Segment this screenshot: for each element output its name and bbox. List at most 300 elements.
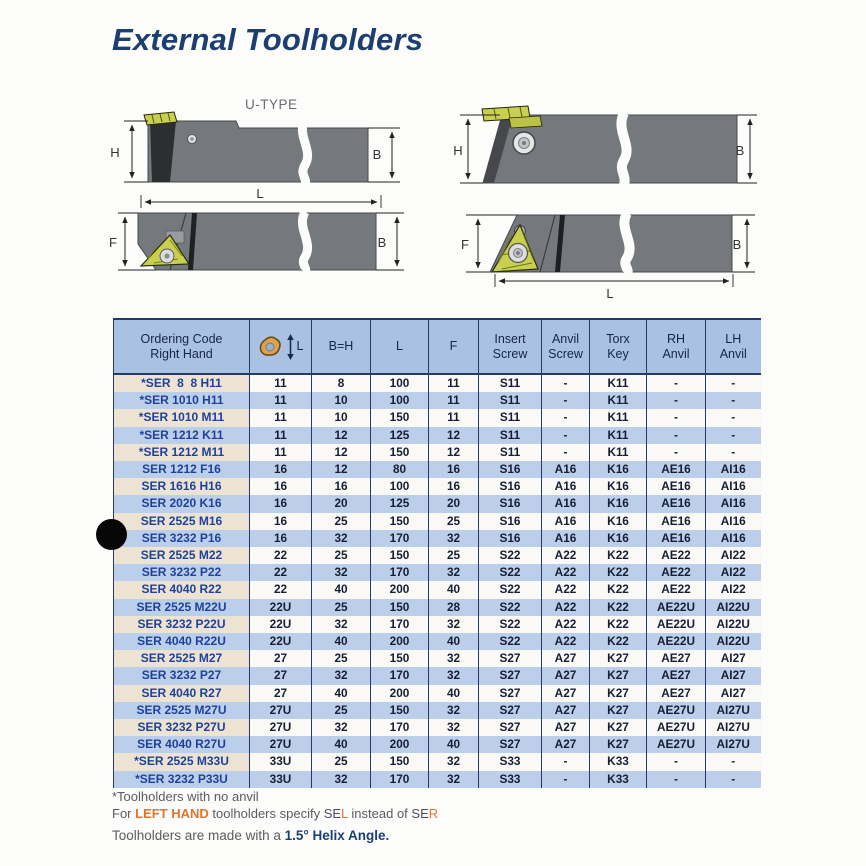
table-cell: 200 bbox=[371, 736, 429, 753]
table-cell: 22 bbox=[250, 581, 312, 598]
table-row bbox=[114, 753, 761, 770]
diagram-type-label: U-TYPE bbox=[245, 97, 298, 112]
table-cell: 40 bbox=[429, 633, 479, 650]
table-cell: S33 bbox=[479, 753, 542, 770]
table-cell: S27 bbox=[479, 736, 542, 753]
table-cell: 32 bbox=[429, 564, 479, 581]
table-cell: S33 bbox=[479, 771, 542, 788]
break-line bbox=[621, 113, 626, 185]
table-cell: 22 bbox=[250, 564, 312, 581]
table-cell: S27 bbox=[479, 685, 542, 702]
dim-label-f: F bbox=[461, 237, 469, 252]
table-cell: - bbox=[706, 753, 761, 770]
table-cell: SER 2020 K16 bbox=[114, 495, 250, 512]
length-dimension bbox=[141, 186, 381, 208]
table-cell: K27 bbox=[590, 685, 647, 702]
table-cell: *SER 8 8 H11 bbox=[114, 374, 250, 392]
table-cell: 32 bbox=[429, 616, 479, 633]
table-cell: 150 bbox=[371, 702, 429, 719]
table-cell: 170 bbox=[371, 564, 429, 581]
table-cell: S16 bbox=[479, 513, 542, 530]
table-cell: AE16 bbox=[647, 495, 706, 512]
table-cell: 40 bbox=[429, 685, 479, 702]
table-cell: K27 bbox=[590, 719, 647, 736]
table-row bbox=[114, 513, 761, 530]
table-row bbox=[114, 771, 761, 788]
table-cell: S16 bbox=[479, 461, 542, 478]
table-cell: 150 bbox=[371, 547, 429, 564]
table-cell: AE27U bbox=[647, 702, 706, 719]
table-cell: 16 bbox=[429, 478, 479, 495]
dim-label-h: H bbox=[110, 145, 120, 160]
table-cell: 32 bbox=[429, 530, 479, 547]
table-cell: K16 bbox=[590, 478, 647, 495]
table-cell: AI27 bbox=[706, 685, 761, 702]
table-cell: A27 bbox=[542, 702, 590, 719]
table-cell: 32 bbox=[312, 719, 371, 736]
footnote-left-hand: For LEFT HAND toolholders specify SEL instead of SER bbox=[112, 806, 439, 821]
table-cell: SER 3232 P27U bbox=[114, 719, 250, 736]
table-cell: 32 bbox=[429, 702, 479, 719]
table-cell: S22 bbox=[479, 581, 542, 598]
table-cell: 25 bbox=[312, 753, 371, 770]
table-cell: K22 bbox=[590, 547, 647, 564]
table-cell: SER 3232 P27 bbox=[114, 667, 250, 684]
table-cell: 11 bbox=[250, 392, 312, 409]
col-header-ordering-code: Ordering Code Right Hand bbox=[114, 319, 250, 374]
table-cell: 200 bbox=[371, 581, 429, 598]
table-cell: A16 bbox=[542, 461, 590, 478]
table-cell: - bbox=[647, 392, 706, 409]
table-cell: SER 4040 R22 bbox=[114, 581, 250, 598]
table-cell: K33 bbox=[590, 771, 647, 788]
table-cell: AE16 bbox=[647, 513, 706, 530]
table-cell: 16 bbox=[250, 513, 312, 530]
table-cell: K11 bbox=[590, 409, 647, 426]
table-row bbox=[114, 719, 761, 736]
table-cell: *SER 3232 P33U bbox=[114, 771, 250, 788]
table-cell: K27 bbox=[590, 667, 647, 684]
table-cell: SER 4040 R27U bbox=[114, 736, 250, 753]
table-cell: SER 2525 M16 bbox=[114, 513, 250, 530]
table-cell: K33 bbox=[590, 753, 647, 770]
table-cell: S11 bbox=[479, 427, 542, 444]
table-cell: - bbox=[706, 409, 761, 426]
table-cell: 170 bbox=[371, 530, 429, 547]
table-cell: 32 bbox=[429, 771, 479, 788]
table-cell: AI16 bbox=[706, 461, 761, 478]
table-cell: 80 bbox=[371, 461, 429, 478]
table-cell: AI27U bbox=[706, 736, 761, 753]
table-cell: K16 bbox=[590, 513, 647, 530]
table-cell: AI22U bbox=[706, 616, 761, 633]
col-header-rh-anvil: RH Anvil bbox=[647, 319, 706, 374]
table-cell: 200 bbox=[371, 633, 429, 650]
table-cell: 22U bbox=[250, 599, 312, 616]
table-cell: S22 bbox=[479, 633, 542, 650]
table-row bbox=[114, 409, 761, 426]
table-cell: 32 bbox=[429, 719, 479, 736]
table-cell: SER 2525 M22 bbox=[114, 547, 250, 564]
table-cell: K11 bbox=[590, 392, 647, 409]
table-cell: 25 bbox=[429, 547, 479, 564]
table-cell: AI16 bbox=[706, 513, 761, 530]
side-view-diagram bbox=[110, 112, 400, 185]
table-cell: *SER 2525 M33U bbox=[114, 753, 250, 770]
hole-punch-mark bbox=[96, 519, 127, 550]
table-cell: A16 bbox=[542, 513, 590, 530]
table-row bbox=[114, 478, 761, 495]
table-cell: K11 bbox=[590, 374, 647, 392]
table-cell: 25 bbox=[312, 513, 371, 530]
table-cell: 40 bbox=[312, 633, 371, 650]
break-line bbox=[624, 213, 629, 274]
table-cell: K27 bbox=[590, 702, 647, 719]
table-cell: 40 bbox=[429, 581, 479, 598]
table-row bbox=[114, 392, 761, 409]
table-cell: AE22 bbox=[647, 547, 706, 564]
table-cell: 8 bbox=[312, 374, 371, 392]
table-cell: S16 bbox=[479, 478, 542, 495]
table-cell: - bbox=[647, 444, 706, 461]
table-cell: 33U bbox=[250, 753, 312, 770]
table-cell: 170 bbox=[371, 719, 429, 736]
table-cell: AI27 bbox=[706, 667, 761, 684]
table-cell: 16 bbox=[250, 478, 312, 495]
side-view-diagram bbox=[453, 106, 757, 185]
table-cell: 16 bbox=[312, 478, 371, 495]
table-cell: 32 bbox=[312, 564, 371, 581]
table-cell: 20 bbox=[429, 495, 479, 512]
table-cell: - bbox=[542, 374, 590, 392]
table-cell: S22 bbox=[479, 616, 542, 633]
table-cell: 40 bbox=[312, 685, 371, 702]
toolholder-diagram-right bbox=[452, 103, 762, 308]
table-row bbox=[114, 461, 761, 478]
table-cell: 11 bbox=[250, 427, 312, 444]
table-cell: AE22U bbox=[647, 616, 706, 633]
table-row bbox=[114, 547, 761, 564]
dim-label-h: H bbox=[453, 143, 463, 158]
table-row bbox=[114, 427, 761, 444]
table-cell: S11 bbox=[479, 374, 542, 392]
table-cell: 12 bbox=[312, 461, 371, 478]
table-cell: 25 bbox=[429, 513, 479, 530]
table-cell: S27 bbox=[479, 667, 542, 684]
table-cell: 27U bbox=[250, 736, 312, 753]
table-cell: S16 bbox=[479, 495, 542, 512]
table-row bbox=[114, 495, 761, 512]
table-cell: 11 bbox=[250, 374, 312, 392]
table-cell: 170 bbox=[371, 616, 429, 633]
table-cell: AE22 bbox=[647, 581, 706, 598]
footnote-no-anvil: *Toolholders with no anvil bbox=[112, 789, 259, 804]
table-cell: 12 bbox=[312, 427, 371, 444]
table-cell: 32 bbox=[312, 530, 371, 547]
table-cell: 150 bbox=[371, 444, 429, 461]
table-cell: A27 bbox=[542, 685, 590, 702]
col-header-lh-anvil: LH Anvil bbox=[706, 319, 761, 374]
table-cell: A16 bbox=[542, 530, 590, 547]
toolholder-spec-table bbox=[113, 318, 761, 788]
table-row bbox=[114, 530, 761, 547]
table-cell: A22 bbox=[542, 564, 590, 581]
threading-insert-icon bbox=[258, 335, 284, 359]
table-cell: 33U bbox=[250, 771, 312, 788]
table-cell: - bbox=[706, 444, 761, 461]
table-cell: 11 bbox=[250, 444, 312, 461]
table-cell: S27 bbox=[479, 650, 542, 667]
table-cell: SER 3232 P22U bbox=[114, 616, 250, 633]
table-cell: S11 bbox=[479, 409, 542, 426]
table-row bbox=[114, 633, 761, 650]
table-cell: 12 bbox=[312, 444, 371, 461]
table-cell: - bbox=[542, 771, 590, 788]
table-cell: 25 bbox=[312, 599, 371, 616]
table-cell: 125 bbox=[371, 495, 429, 512]
table-cell: AI27 bbox=[706, 650, 761, 667]
table-cell: AE22U bbox=[647, 633, 706, 650]
table-cell: K16 bbox=[590, 495, 647, 512]
table-cell: K11 bbox=[590, 444, 647, 461]
table-cell: 22 bbox=[250, 547, 312, 564]
table-cell: - bbox=[542, 409, 590, 426]
table-cell: - bbox=[647, 771, 706, 788]
table-cell: 25 bbox=[312, 702, 371, 719]
table-cell: A27 bbox=[542, 736, 590, 753]
table-cell: AI16 bbox=[706, 530, 761, 547]
table-cell: AI27U bbox=[706, 702, 761, 719]
table-cell: - bbox=[542, 444, 590, 461]
table-cell: K22 bbox=[590, 599, 647, 616]
table-row bbox=[114, 599, 761, 616]
table-cell: 32 bbox=[429, 753, 479, 770]
table-cell: 40 bbox=[312, 581, 371, 598]
table-cell: *SER 1010 H11 bbox=[114, 392, 250, 409]
table-cell: 11 bbox=[429, 374, 479, 392]
table-cell: 27U bbox=[250, 702, 312, 719]
table-cell: 32 bbox=[312, 616, 371, 633]
table-row bbox=[114, 685, 761, 702]
table-cell: - bbox=[647, 427, 706, 444]
table-cell: 11 bbox=[429, 392, 479, 409]
table-cell: 32 bbox=[312, 667, 371, 684]
top-view-diagram bbox=[461, 213, 755, 274]
table-cell: A16 bbox=[542, 478, 590, 495]
table-cell: AE22 bbox=[647, 564, 706, 581]
table-cell: SER 4040 R22U bbox=[114, 633, 250, 650]
dim-label-l: L bbox=[256, 186, 264, 201]
table-cell: 25 bbox=[312, 650, 371, 667]
table-row bbox=[114, 581, 761, 598]
table-cell: AI22 bbox=[706, 581, 761, 598]
col-header-l: L bbox=[371, 319, 429, 374]
table-cell: S27 bbox=[479, 702, 542, 719]
table-cell: 32 bbox=[429, 650, 479, 667]
table-cell: - bbox=[542, 427, 590, 444]
table-cell: *SER 1212 K11 bbox=[114, 427, 250, 444]
break-line bbox=[302, 119, 307, 185]
table-cell: 125 bbox=[371, 427, 429, 444]
table-cell: 16 bbox=[250, 495, 312, 512]
table-cell: SER 3232 P16 bbox=[114, 530, 250, 547]
table-cell: 150 bbox=[371, 513, 429, 530]
col-header-f: F bbox=[429, 319, 479, 374]
dim-label-f: F bbox=[109, 235, 117, 250]
table-cell: AE27 bbox=[647, 667, 706, 684]
table-cell: K22 bbox=[590, 564, 647, 581]
table-cell: K16 bbox=[590, 530, 647, 547]
table-cell: 100 bbox=[371, 392, 429, 409]
table-row bbox=[114, 374, 761, 392]
table-cell: SER 1212 F16 bbox=[114, 461, 250, 478]
table-cell: 150 bbox=[371, 650, 429, 667]
table-cell: 150 bbox=[371, 753, 429, 770]
dim-label-b: B bbox=[735, 143, 745, 158]
top-view-diagram bbox=[109, 212, 404, 272]
table-cell: AI22U bbox=[706, 633, 761, 650]
table-cell: *SER 1212 M11 bbox=[114, 444, 250, 461]
table-cell: - bbox=[647, 409, 706, 426]
table-cell: AI16 bbox=[706, 478, 761, 495]
col-header-torx-key: Torx Key bbox=[590, 319, 647, 374]
table-cell: A27 bbox=[542, 719, 590, 736]
table-cell: 11 bbox=[429, 409, 479, 426]
table-cell: SER 2525 M22U bbox=[114, 599, 250, 616]
table-cell: 27 bbox=[250, 650, 312, 667]
length-arrow-icon bbox=[286, 334, 295, 360]
table-cell: S16 bbox=[479, 530, 542, 547]
table-cell: SER 3232 P22 bbox=[114, 564, 250, 581]
table-cell: A22 bbox=[542, 616, 590, 633]
table-cell: 28 bbox=[429, 599, 479, 616]
table-cell: 12 bbox=[429, 444, 479, 461]
table-cell: AE27 bbox=[647, 650, 706, 667]
table-cell: S22 bbox=[479, 547, 542, 564]
table-cell: K27 bbox=[590, 736, 647, 753]
table-cell: K16 bbox=[590, 461, 647, 478]
table-cell: 16 bbox=[429, 461, 479, 478]
table-cell: A16 bbox=[542, 495, 590, 512]
table-row bbox=[114, 564, 761, 581]
table-cell: K22 bbox=[590, 633, 647, 650]
table-cell: 40 bbox=[429, 736, 479, 753]
table-cell: 150 bbox=[371, 599, 429, 616]
table-cell: - bbox=[706, 771, 761, 788]
table-cell: 100 bbox=[371, 374, 429, 392]
table-cell: AE27U bbox=[647, 719, 706, 736]
table-cell: AE16 bbox=[647, 478, 706, 495]
table-row bbox=[114, 444, 761, 461]
dim-label-b: B bbox=[372, 147, 382, 162]
table-cell: SER 2525 M27U bbox=[114, 702, 250, 719]
table-cell: 27 bbox=[250, 685, 312, 702]
table-cell: A22 bbox=[542, 599, 590, 616]
table-cell: 16 bbox=[250, 530, 312, 547]
table-cell: 40 bbox=[312, 736, 371, 753]
table-cell: 100 bbox=[371, 478, 429, 495]
table-cell: 200 bbox=[371, 685, 429, 702]
table-cell: 10 bbox=[312, 392, 371, 409]
table-cell: 20 bbox=[312, 495, 371, 512]
break-line bbox=[302, 212, 307, 272]
table-cell: 22U bbox=[250, 616, 312, 633]
table-cell: - bbox=[706, 392, 761, 409]
table-cell: AI22 bbox=[706, 547, 761, 564]
dim-label-b: B bbox=[377, 235, 387, 250]
table-cell: AI27U bbox=[706, 719, 761, 736]
table-cell: 16 bbox=[250, 461, 312, 478]
table-cell: AE22U bbox=[647, 599, 706, 616]
table-cell: K27 bbox=[590, 650, 647, 667]
table-cell: A22 bbox=[542, 633, 590, 650]
table-cell: - bbox=[706, 374, 761, 392]
table-cell: 22U bbox=[250, 633, 312, 650]
table-cell: A27 bbox=[542, 667, 590, 684]
table-cell: S22 bbox=[479, 599, 542, 616]
table-cell: AI22U bbox=[706, 599, 761, 616]
dim-label-l: L bbox=[606, 286, 614, 301]
table-cell: SER 2525 M27 bbox=[114, 650, 250, 667]
table-cell: K11 bbox=[590, 427, 647, 444]
table-cell: 170 bbox=[371, 667, 429, 684]
table-cell: - bbox=[542, 392, 590, 409]
table-cell: - bbox=[647, 374, 706, 392]
table-cell: SER 4040 R27 bbox=[114, 685, 250, 702]
table-cell: A22 bbox=[542, 581, 590, 598]
table-cell: A22 bbox=[542, 547, 590, 564]
table-cell: AI22 bbox=[706, 564, 761, 581]
table-cell: 12 bbox=[429, 427, 479, 444]
table-cell: SER 1616 H16 bbox=[114, 478, 250, 495]
col-header-anvil-screw: Anvil Screw bbox=[542, 319, 590, 374]
table-cell: *SER 1010 M11 bbox=[114, 409, 250, 426]
table-row bbox=[114, 736, 761, 753]
table-cell: AE16 bbox=[647, 461, 706, 478]
table-cell: AI16 bbox=[706, 495, 761, 512]
table-cell: AE16 bbox=[647, 530, 706, 547]
table-row bbox=[114, 702, 761, 719]
table-cell: 27 bbox=[250, 667, 312, 684]
table-cell: 170 bbox=[371, 771, 429, 788]
table-cell: K22 bbox=[590, 581, 647, 598]
table-cell: S11 bbox=[479, 392, 542, 409]
table-cell: AE27 bbox=[647, 685, 706, 702]
table-cell: S22 bbox=[479, 564, 542, 581]
spec-table-body bbox=[114, 374, 761, 788]
table-cell: 10 bbox=[312, 409, 371, 426]
table-cell: AE27U bbox=[647, 736, 706, 753]
table-row bbox=[114, 667, 761, 684]
table-cell: 25 bbox=[312, 547, 371, 564]
table-cell: - bbox=[542, 753, 590, 770]
table-cell: K22 bbox=[590, 616, 647, 633]
table-cell: 32 bbox=[429, 667, 479, 684]
col-header-insert-length: L bbox=[250, 319, 312, 374]
table-cell: 150 bbox=[371, 409, 429, 426]
table-row bbox=[114, 650, 761, 667]
length-dimension bbox=[495, 274, 733, 301]
table-cell: - bbox=[706, 427, 761, 444]
toolholder-diagram-left bbox=[108, 108, 408, 304]
table-cell: 32 bbox=[312, 771, 371, 788]
page-title: External Toolholders bbox=[112, 22, 424, 57]
dim-label-b: B bbox=[732, 237, 742, 252]
table-cell: A27 bbox=[542, 650, 590, 667]
table-cell: - bbox=[647, 753, 706, 770]
table-row bbox=[114, 616, 761, 633]
table-cell: 27U bbox=[250, 719, 312, 736]
